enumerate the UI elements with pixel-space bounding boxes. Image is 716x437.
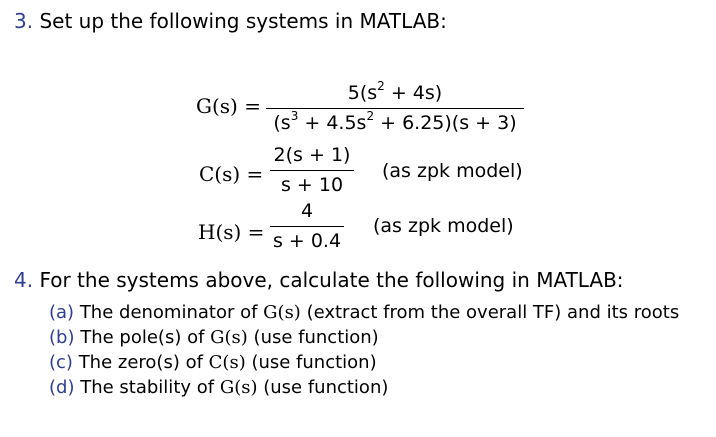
g-lhs: G(s) =: [196, 94, 261, 118]
c-note: (as zpk model): [382, 160, 523, 182]
item-label: (b): [49, 327, 75, 348]
section-text: For the systems above, calculate the following in MATLAB:: [39, 268, 624, 292]
h-denominator: s + 0.4: [272, 230, 342, 253]
list-item: (c) The zero(s) of C(s) (use function): [49, 352, 377, 373]
fraction-bar: [266, 108, 524, 109]
list-item: (a) The denominator of G(s) (extract from the overall TF) and its roots: [49, 302, 680, 323]
g-numerator: $5(s^2 + 4s)$: [347, 79, 443, 104]
function-symbol: G(s): [263, 302, 301, 323]
g-fraction: [266, 79, 524, 135]
g-denominator: $(s^3 + 4.5s^2 + 6.25)(s + 3)$: [273, 109, 517, 135]
fraction-bar: [270, 226, 344, 227]
function-symbol: G(s): [219, 377, 258, 398]
h-note: (as zpk model): [373, 215, 514, 237]
c-denominator: s + 10: [280, 174, 344, 197]
fraction-bar: [270, 170, 354, 171]
c-lhs: C(s) =: [199, 162, 264, 186]
section-number: 3.: [14, 9, 34, 33]
item-label: (a): [49, 302, 75, 323]
section-3-heading: [14, 9, 447, 33]
function-symbol: G(s): [210, 327, 248, 348]
section-text: Set up the following systems in MATLAB:: [39, 9, 447, 33]
item-label: (c): [49, 352, 73, 373]
c-fraction: [270, 144, 354, 196]
section-4-heading: [14, 268, 624, 292]
function-symbol: C(s): [208, 352, 246, 373]
h-lhs: H(s) =: [198, 220, 265, 244]
list-item: (d) The stability of G(s) (use function): [49, 377, 389, 398]
h-numerator: 4: [300, 200, 314, 222]
list-item: (b) The pole(s) of G(s) (use function): [49, 327, 379, 348]
c-numerator: 2(s + 1): [273, 144, 351, 166]
section-number: 4.: [14, 268, 34, 292]
h-fraction: [270, 200, 344, 252]
item-label: (d): [49, 377, 75, 398]
